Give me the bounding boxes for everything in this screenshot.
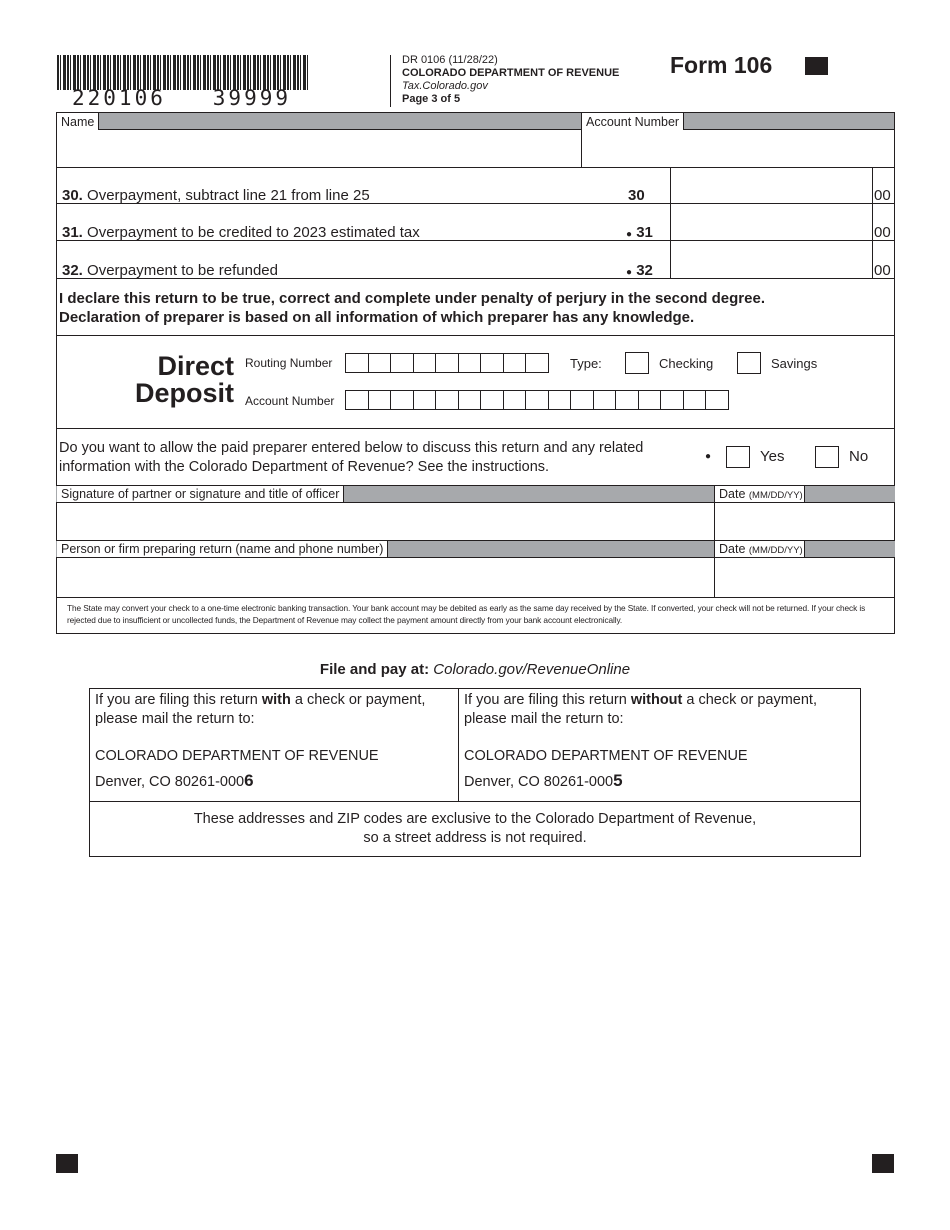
digit-box[interactable] [660, 390, 684, 410]
line-30-amount[interactable] [670, 167, 873, 204]
digit-box[interactable] [413, 353, 437, 373]
line-text: Overpayment to be refunded [87, 262, 278, 279]
bullet: ● [626, 267, 633, 278]
file-and-pay [0, 661, 950, 678]
digit-box[interactable] [435, 390, 459, 410]
digit-box[interactable] [345, 353, 369, 373]
digit-box[interactable] [435, 353, 459, 373]
address-city: Denver, CO 80261-000 [464, 774, 614, 790]
preparer-field[interactable] [57, 559, 714, 597]
mail-with-payment [95, 691, 425, 792]
digit-box[interactable] [480, 390, 504, 410]
digit-box[interactable] [368, 390, 392, 410]
title-line: Deposit [134, 378, 234, 408]
divider [390, 55, 391, 107]
text: without [630, 692, 683, 708]
digit-box[interactable] [458, 353, 482, 373]
line-ref: 32 [636, 262, 653, 279]
barcode [57, 55, 308, 90]
note-line: so a street address is not required. [363, 830, 587, 846]
note-line: These addresses and ZIP codes are exclusive to the Colorado Department of Revenue, [193, 811, 757, 827]
yes-checkbox[interactable] [726, 446, 750, 468]
divider [56, 597, 895, 598]
line-31 [56, 204, 895, 241]
line-number: 30. [62, 187, 83, 204]
preparer-date-field[interactable] [715, 559, 894, 597]
text: a check or payment, [290, 692, 426, 708]
registration-mark [872, 1154, 894, 1173]
checking-label: Checking [659, 356, 714, 371]
digit-box[interactable] [503, 390, 527, 410]
cents: 00 [874, 262, 891, 279]
zip-last-digit: 5 [613, 771, 623, 790]
zip-last-digit: 6 [244, 771, 254, 790]
barcode-number: 220106 39999 [72, 86, 292, 110]
address-dept: COLORADO DEPARTMENT OF REVENUE [464, 748, 748, 764]
digit-box[interactable] [413, 390, 437, 410]
line-text: Overpayment, subtract line 21 from line 25 [87, 187, 370, 204]
signature-date-field[interactable] [715, 504, 894, 540]
digit-box[interactable] [480, 353, 504, 373]
line-31-amount[interactable] [670, 204, 873, 241]
digit-box[interactable] [705, 390, 729, 410]
line-number: 31. [62, 224, 83, 241]
line-ref: 30 [628, 187, 645, 204]
date-text: Date [719, 542, 746, 556]
type-label: Type: [570, 356, 602, 371]
text: If you are filing this return [95, 692, 262, 708]
text: with [261, 692, 291, 708]
discuss-question [59, 439, 643, 477]
date-format: (MM/DD/YY) [748, 490, 803, 501]
line-32 [56, 241, 895, 279]
page-number: Page 3 of 5 [402, 93, 461, 105]
digit-box[interactable] [683, 390, 707, 410]
line-30 [56, 167, 895, 204]
digit-box[interactable] [615, 390, 639, 410]
declaration-line: Declaration of preparer is based on all information of which preparer has any knowledge. [59, 309, 695, 326]
address-city: Denver, CO 80261-000 [95, 774, 245, 790]
file-pay-link[interactable]: Colorado.gov/RevenueOnline [433, 661, 631, 678]
website: Tax.Colorado.gov [402, 80, 488, 92]
text: If you are filing this return [464, 692, 631, 708]
name-field[interactable] [57, 131, 581, 167]
registration-mark [56, 1154, 78, 1173]
declaration-line: I declare this return to be true, correct and complete under penalty of perjury in the second degree. [59, 290, 765, 307]
divider [458, 688, 459, 801]
date-format: (MM/DD/YY) [748, 545, 803, 556]
department-name: COLORADO DEPARTMENT OF REVENUE [402, 67, 620, 79]
divider [56, 335, 895, 336]
no-label: No [849, 448, 869, 465]
declaration [59, 289, 765, 327]
line-number: 32. [62, 262, 83, 279]
form-code: DR 0106 (11/28/22) [402, 54, 498, 66]
routing-number-input[interactable] [345, 353, 548, 373]
yes-label: Yes [760, 448, 785, 465]
digit-box[interactable] [458, 390, 482, 410]
signature-field[interactable] [57, 504, 714, 540]
digit-box[interactable] [345, 390, 369, 410]
file-pay-label: File and pay at: [319, 661, 430, 678]
overpayment-lines [56, 167, 895, 279]
savings-checkbox[interactable] [737, 352, 761, 374]
divider [56, 428, 895, 429]
preparer-label: Person or firm preparing return (name and phone number) [57, 541, 388, 557]
text: please mail the return to: [95, 711, 255, 727]
registration-mark [805, 57, 828, 75]
question-line: information with the Colorado Department of Revenue? See the instructions. [59, 459, 550, 475]
savings-label: Savings [771, 356, 818, 371]
no-checkbox[interactable] [815, 446, 839, 468]
fine-print: The State may convert your check to a one-time electronic banking transaction. Your bank account may be debited as early as the same day received by the State. If converted, your check will not be returned. If your check is rejected due to insufficient or uncollected funds, the Department of Revenue may collect the payment amount directly from your bank account electronically. [67, 603, 866, 625]
divider [89, 801, 861, 802]
form-title: Form 106 [670, 52, 773, 78]
question-line: Do you want to allow the paid preparer entered below to discuss this return and any related [59, 440, 644, 456]
account-number-label: Account Number [245, 394, 335, 408]
line-ref: 31 [636, 224, 653, 241]
bullet: ● [705, 451, 712, 462]
digit-box[interactable] [638, 390, 662, 410]
digit-box[interactable] [525, 390, 549, 410]
name-label: Name [57, 113, 99, 130]
date-text: Date [719, 487, 746, 501]
cents: 00 [874, 187, 891, 204]
digit-box[interactable] [503, 353, 527, 373]
account-number-field[interactable] [582, 131, 894, 167]
address-dept: COLORADO DEPARTMENT OF REVENUE [95, 748, 379, 764]
deposit-account-number-input[interactable] [345, 390, 728, 410]
line-text: Overpayment to be credited to 2023 estimated tax [87, 224, 420, 241]
digit-box[interactable] [390, 353, 414, 373]
text: a check or payment, [682, 692, 817, 708]
digit-box[interactable] [525, 353, 549, 373]
checking-checkbox[interactable] [625, 352, 649, 374]
mail-without-payment [464, 691, 817, 792]
text: please mail the return to: [464, 711, 624, 727]
preparer-date-label [714, 541, 805, 557]
direct-deposit-title [100, 353, 234, 407]
digit-box[interactable] [570, 390, 594, 410]
bullet: ● [626, 229, 633, 240]
signature-label: Signature of partner or signature and title of officer [57, 486, 344, 502]
digit-box[interactable] [390, 390, 414, 410]
cents: 00 [874, 224, 891, 241]
signature-date-label [714, 486, 805, 502]
title-line: Direct [157, 351, 234, 381]
digit-box[interactable] [368, 353, 392, 373]
address-note [89, 810, 861, 848]
digit-box[interactable] [593, 390, 617, 410]
id-header-bar [57, 113, 894, 130]
digit-box[interactable] [548, 390, 572, 410]
line-32-amount[interactable] [670, 241, 873, 279]
account-number-label: Account Number [581, 113, 684, 130]
routing-number-label: Routing Number [245, 356, 333, 370]
